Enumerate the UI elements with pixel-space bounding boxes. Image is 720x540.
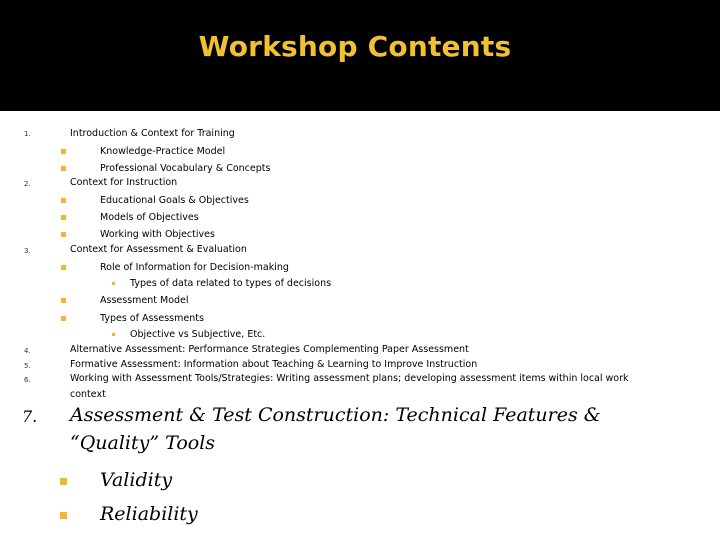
- item-number-5: 5.: [24, 362, 31, 370]
- outline-subitem: Professional Vocabulary & Concepts: [100, 163, 271, 174]
- outline-item-6: Working with Assessment Tools/Strategies: Writing assessment plans; developing assessment items within local work: [70, 373, 629, 384]
- square-bullet-icon: [61, 265, 66, 270]
- outline-subitem: Types of Assessments: [100, 313, 204, 324]
- item-number-1: 1.: [24, 130, 31, 138]
- outline-item-6-continued: context: [70, 389, 106, 400]
- square-bullet-icon: [61, 166, 66, 171]
- outline-subitem: Knowledge-Practice Model: [100, 146, 226, 157]
- outline-item-7: Assessment & Test Construction: Technical Features &: [70, 404, 601, 426]
- square-bullet-icon: [61, 232, 66, 237]
- item-number-7: 7.: [22, 407, 38, 426]
- item-number-3: 3.: [24, 247, 31, 255]
- square-bullet-icon: [61, 149, 66, 154]
- square-bullet-icon: [61, 298, 66, 303]
- square-bullet-icon: [61, 316, 66, 321]
- outline-item-3: Context for Assessment & Evaluation: [70, 244, 247, 255]
- item-number-2: 2.: [24, 180, 31, 188]
- title-bar: [0, 0, 720, 111]
- dot-bullet-icon: [112, 282, 115, 285]
- outline-item-4: Alternative Assessment: Performance Strategies Complementing Paper Assessment: [70, 344, 469, 355]
- square-bullet-icon: [61, 215, 66, 220]
- item-number-6: 6.: [24, 376, 31, 384]
- outline-subitem: Working with Objectives: [100, 229, 215, 240]
- outline-item-7-continued: “Quality” Tools: [70, 432, 216, 454]
- outline-subitem: Validity: [100, 469, 173, 491]
- square-bullet-icon: [60, 512, 67, 519]
- outline-item-1: Introduction & Context for Training: [70, 128, 235, 139]
- outline-subitem: Models of Objectives: [100, 212, 199, 223]
- slide-title: Workshop Contents: [198, 30, 512, 63]
- dot-bullet-icon: [112, 333, 115, 336]
- outline-item-5: Formative Assessment: Information about Teaching & Learning to Improve Instruction: [70, 359, 478, 370]
- item-number-4: 4.: [24, 347, 31, 355]
- square-bullet-icon: [61, 198, 66, 203]
- outline-subitem: Educational Goals & Objectives: [100, 195, 249, 206]
- outline-subitem: Reliability: [100, 503, 198, 525]
- square-bullet-icon: [60, 478, 67, 485]
- outline-subsubitem: Types of data related to types of decisions: [130, 278, 332, 289]
- outline-subsubitem: Objective vs Subjective, Etc.: [130, 329, 266, 340]
- outline-item-2: Context for Instruction: [70, 177, 178, 188]
- outline-subitem: Role of Information for Decision-making: [100, 262, 289, 273]
- outline-subitem: Assessment Model: [100, 295, 189, 306]
